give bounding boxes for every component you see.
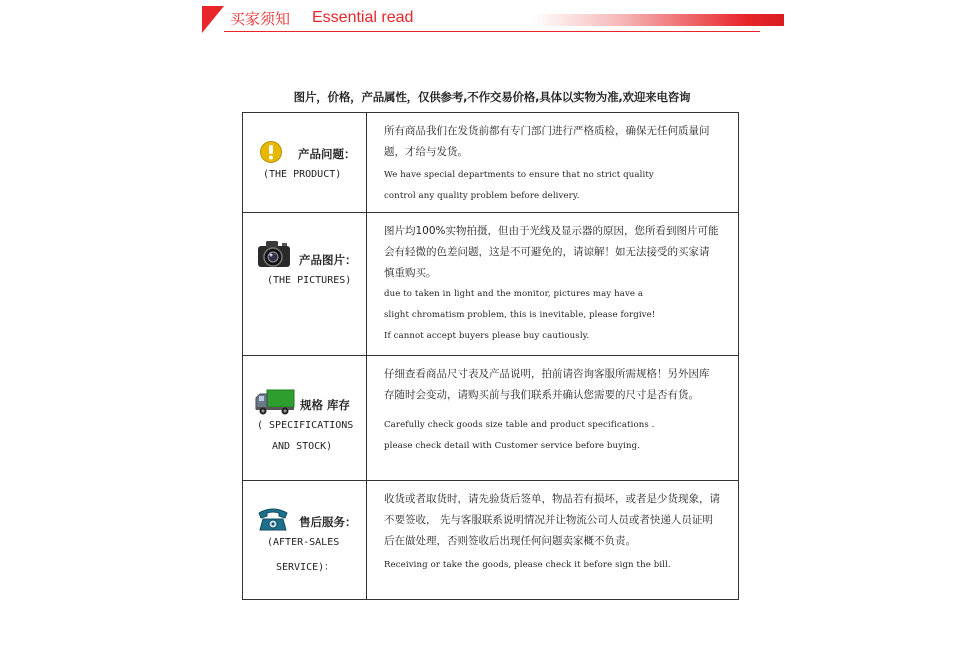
row-text-en: Receiving or take the goods, please check it before sign the bill. (384, 560, 671, 570)
row-label-cell (243, 481, 367, 599)
row-text-en: due to taken in light and the monitor, pictures may have a (384, 289, 644, 299)
row-text-cn: 题，才给与发货。 (384, 146, 468, 158)
row-text-en: If cannot accept buyers please buy cautiously. (384, 331, 590, 341)
banner-triangle (202, 6, 224, 33)
row-text-en: control any quality problem before delivery. (384, 191, 580, 201)
row-title-en: AND STOCK) (272, 441, 333, 452)
banner-underline (224, 31, 760, 32)
row-text-cn: 仔细查看商品尺寸表及产品说明，拍前请咨询客服所需规格！另外因库 (384, 368, 710, 380)
row-text-cn: 存随时会变动，请购买前与我们联系并确认您需要的尺寸是否有货。 (384, 389, 699, 401)
row-title-en: (THE PRODUCT) (263, 169, 342, 180)
row-title-en: (AFTER-SALES (267, 537, 340, 548)
row-title-cn: 售后服务： (299, 515, 357, 529)
row-text-cn: 收货或者取货时，请先验货后签单，物品若有损坏，或者是少货现象，请 (384, 493, 720, 505)
info-table (242, 112, 739, 600)
camera-icon (257, 239, 291, 269)
table-row-specifications (243, 356, 738, 481)
row-label-cell (243, 356, 367, 480)
row-text-cn: 不要签收， 先与客服联系说明情况并让物流公司人员或者快递人员证明 (384, 514, 713, 526)
row-label-cell (243, 213, 367, 355)
row-text-cn: 后在做处理，否则签收后出现任何问题卖家概不负责。 (384, 535, 636, 547)
row-content-cell (367, 356, 738, 480)
row-title-en: SERVICE)： (276, 562, 335, 573)
table-row-product (243, 113, 738, 213)
notice-text: 图片，价格，产品属性，仅供参考,不作交易价格,具体以实物为准,欢迎来电咨询 (293, 90, 691, 104)
table-row-after-sales (243, 481, 738, 599)
row-text-cn: 图片均100%实物拍摄，但由于光线及显示器的原因，您所看到图片可能 (384, 225, 719, 237)
row-content-cell (367, 113, 738, 212)
row-title-cn: 产品问题： (298, 147, 356, 161)
row-title-en: (THE PICTURES) (267, 275, 352, 286)
row-text-cn: 所有商品我们在发货前都有专门部门进行严格质检，确保无任何质量问 (384, 125, 710, 137)
row-label-cell (243, 113, 367, 212)
banner-gradient-bar (532, 14, 784, 26)
banner-title-en: Essential read (312, 9, 414, 26)
row-text-en: Carefully check goods size table and product specifications . (384, 420, 655, 430)
row-text-en: slight chromatism problem, this is inevitable, please forgive! (384, 310, 656, 320)
row-text-en: We have special departments to ensure that no strict quality (384, 170, 654, 180)
row-content-cell (367, 213, 738, 355)
banner-title-cn: 买家须知 (230, 10, 291, 28)
row-content-cell (367, 481, 738, 599)
telephone-icon (257, 507, 289, 531)
warning-icon (260, 141, 282, 163)
row-title-en: ( SPECIFICATIONS (257, 420, 354, 431)
essential-read-banner (202, 6, 784, 33)
row-text-en: please check detail with Customer service before buying. (384, 441, 641, 451)
truck-icon (255, 388, 295, 416)
row-title-cn: 规格 库存 (300, 398, 351, 412)
row-title-cn: 产品图片： (299, 253, 357, 267)
row-text-cn: 慎重购买。 (384, 267, 437, 279)
table-row-pictures (243, 213, 738, 356)
row-text-cn: 会有轻微的色差问题，这是不可避免的，请谅解！如无法接受的买家请 (384, 246, 710, 258)
